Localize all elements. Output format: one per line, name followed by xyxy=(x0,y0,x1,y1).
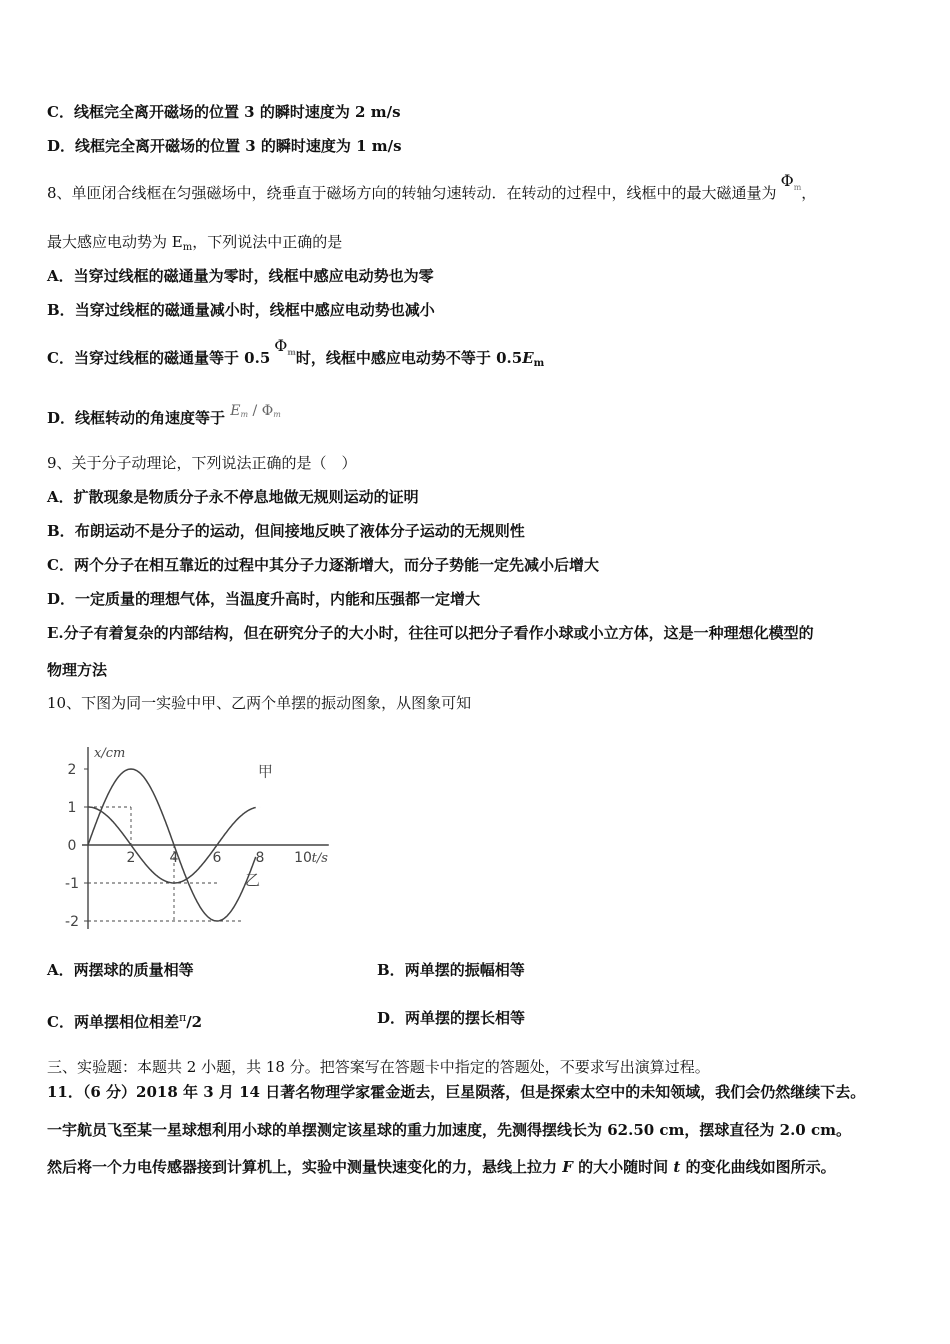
q11-line1: 11．（6 分）2018 年 3 月 14 日著名物理学家霍金逝去，巨星陨落，但是探索太空中的未知领域，我们会仍然继续下去。 xyxy=(47,1083,866,1101)
q7-option-c xyxy=(47,102,401,122)
option-text: 线框完全离开磁场的位置 3 的瞬时速度为 1 m/s xyxy=(75,137,402,155)
option-label: C． xyxy=(47,349,74,367)
x-tick-label: 10 xyxy=(294,850,312,866)
y-tick-label: 1 xyxy=(67,800,77,816)
option-text: 分子有着复杂的内部结构，但在研究分子的大小时，往往可以把分子看作小球或小立方体，这是一种理想化模型的 xyxy=(63,624,814,642)
subscript-m: m xyxy=(273,410,281,419)
q8-option-b xyxy=(47,300,435,320)
q8-stem-text: 最大感应电动势为 E xyxy=(47,233,183,251)
option-label: B． xyxy=(47,522,75,540)
option-label: B． xyxy=(47,301,75,319)
subscript-m: m xyxy=(182,242,193,253)
option-text: 一定质量的理想气体，当温度升高时，内能和压强都一定增大 xyxy=(75,590,481,608)
oscillation-graph xyxy=(58,728,338,938)
q8-stem-text: ，下列说法中正确的是 xyxy=(192,233,343,251)
q9-option-e-line2: 物理方法 xyxy=(47,661,108,679)
option-text: 当穿过线框的磁通量为零时，线框中感应电动势也为零 xyxy=(73,267,434,285)
q9-option-e-line1 xyxy=(47,623,814,643)
q9-option-b xyxy=(47,521,525,541)
option-label: C． xyxy=(47,556,74,574)
q9-option-c xyxy=(47,555,599,575)
x-tick-label: 4 xyxy=(169,850,179,866)
subscript-m: m xyxy=(240,410,249,419)
option-text: 两单摆的摆长相等 xyxy=(405,1009,526,1027)
x-tick-label: 8 xyxy=(255,850,265,866)
q10-option-c xyxy=(47,1008,202,1032)
q8-stem-line1 xyxy=(47,171,817,206)
option-text: 线框转动的角速度等于 xyxy=(75,409,226,427)
option-text: 当穿过线框的磁通量减小时，线框中感应电动势也减小 xyxy=(74,301,435,319)
option-label: D． xyxy=(47,137,76,155)
q11-line3 xyxy=(47,1157,836,1177)
q8-option-d xyxy=(47,403,281,431)
option-text: 线框完全离开磁场的位置 3 的瞬时速度为 2 m/s xyxy=(73,103,401,121)
option-label: B． xyxy=(377,961,405,979)
q10-option-a xyxy=(47,960,194,980)
y-tick-label: 0 xyxy=(67,838,77,854)
option-label: D． xyxy=(47,590,76,608)
option-text: 两单摆的振幅相等 xyxy=(404,961,525,979)
option-text: /2 xyxy=(186,1013,203,1031)
option-label: A． xyxy=(47,488,74,506)
angular-velocity-formula xyxy=(230,403,281,419)
phi-symbol: Φ xyxy=(274,336,288,355)
phi-symbol: Φ xyxy=(780,171,794,190)
pi-symbol: π xyxy=(178,1011,187,1024)
q10-option-d xyxy=(377,1008,525,1028)
option-text: 两单摆相位相差 xyxy=(73,1013,179,1031)
x-tick-label: 2 xyxy=(126,850,136,866)
symbol-t: t xyxy=(673,1158,681,1176)
q10-stem: 10、下图为同一实验中甲、乙两个单摆的振动图象，从图象可知 xyxy=(47,694,472,712)
q8-stem-line2 xyxy=(47,232,342,258)
option-text: 布朗运动不是分子的运动，但间接地反映了液体分子运动的无规则性 xyxy=(74,522,525,540)
comma: ， xyxy=(801,184,817,202)
q7-option-d xyxy=(47,136,402,156)
y-tick-label: 2 xyxy=(67,762,77,778)
option-label: D． xyxy=(377,1009,406,1027)
q11-text: 的变化曲线如图所示。 xyxy=(685,1158,836,1176)
q9-option-d xyxy=(47,589,480,609)
series-label-yi: 乙 xyxy=(244,870,260,889)
x-tick-label: 6 xyxy=(212,850,222,866)
series-label-jia: 甲 xyxy=(257,762,273,781)
option-text: 时，线框中感应电动势不等于 0.5 xyxy=(295,349,523,367)
q11-text: 的大小随时间 xyxy=(578,1158,669,1176)
option-text: 扩散现象是物质分子永不停息地做无规则运动的证明 xyxy=(73,488,419,506)
q8-option-c xyxy=(47,336,545,374)
y-axis-label: x/cm xyxy=(94,746,126,761)
q8-option-a xyxy=(47,266,434,286)
option-label: A． xyxy=(47,961,74,979)
y-tick-label: -1 xyxy=(65,876,79,892)
option-label: E. xyxy=(47,624,64,642)
subscript-m: m xyxy=(533,358,545,369)
subscript-m: m xyxy=(287,347,296,357)
q8-stem-text: 8、单匝闭合线框在匀强磁场中，绕垂直于磁场方向的转轴匀速转动．在转动的过程中，线框中的最大磁通量为 xyxy=(47,184,777,202)
section3-heading: 三、实验题：本题共 2 小题，共 18 分。把答案写在答题卡中指定的答题处，不要求写出演算过程。 xyxy=(47,1058,710,1076)
option-label: A． xyxy=(47,267,74,285)
symbol-f: F xyxy=(562,1158,573,1176)
option-label: C． xyxy=(47,103,74,121)
x-axis-label: t/s xyxy=(311,851,328,866)
option-text: 两个分子在相互靠近的过程中其分子力逐渐增大，而分子势能一定先减小后增大 xyxy=(73,556,599,574)
symbol-e: E xyxy=(522,349,534,367)
q9-option-a xyxy=(47,487,419,507)
q11-text: 然后将一个力电传感器接到计算机上，实验中测量快速变化的力，悬线上拉力 xyxy=(47,1158,558,1176)
q9-stem: 9、关于分子动理论，下列说法正确的是（ ） xyxy=(47,454,357,472)
formula-e: E xyxy=(230,403,241,419)
y-tick-label: -2 xyxy=(65,914,79,930)
option-label: C． xyxy=(47,1013,74,1031)
subscript-m: m xyxy=(793,183,802,192)
q10-option-b xyxy=(377,960,525,980)
formula-phi: / Φ xyxy=(248,403,274,419)
option-text: 当穿过线框的磁通量等于 0.5 xyxy=(73,349,271,367)
option-label: D． xyxy=(47,409,76,427)
option-text: 两摆球的质量相等 xyxy=(73,961,194,979)
q11-line2: 一宇航员飞至某一星球想利用小球的单摆测定该星球的重力加速度，先测得摆线长为 62.50 cm，摆球直径为 2.0 cm。 xyxy=(47,1121,851,1139)
